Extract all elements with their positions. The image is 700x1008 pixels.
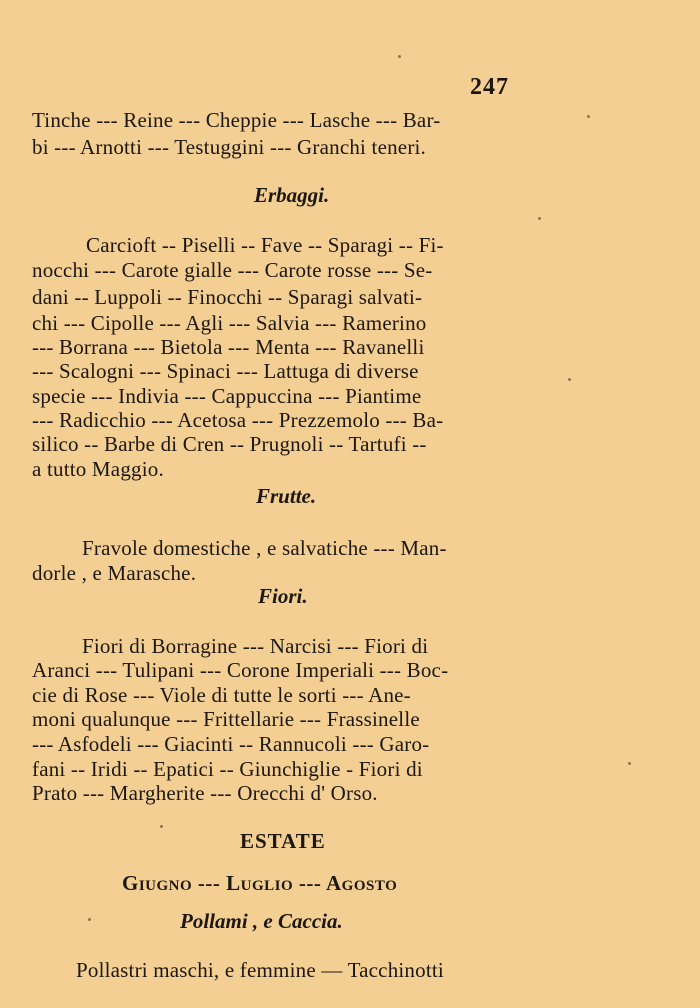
text-line: moni qualunque --- Frittellarie --- Frassinelle xyxy=(32,707,420,731)
paper-speck xyxy=(538,217,541,220)
paper-speck xyxy=(160,825,163,828)
text-line: Pollastri maschi, e femmine — Tacchinotti xyxy=(76,958,444,982)
section-heading-fiori: Fiori. xyxy=(258,584,308,608)
paper-speck xyxy=(587,115,590,118)
section-heading-erbaggi: Erbaggi. xyxy=(254,183,330,207)
text-line: --- Radicchio --- Acetosa --- Prezzemolo --- Ba- xyxy=(32,408,444,432)
section-heading-frutte: Frutte. xyxy=(256,484,317,508)
text-line: Prato --- Margherite --- Orecchi d' Orso. xyxy=(32,781,378,805)
text-line: silico -- Barbe di Cren -- Prugnoli -- Tartufi -- xyxy=(32,432,427,456)
paper-speck xyxy=(628,762,631,765)
text-line: --- Borrana --- Bietola --- Menta --- Ravanelli xyxy=(32,335,425,359)
text-line: chi --- Cipolle --- Agli --- Salvia --- Ramerino xyxy=(32,311,427,335)
text-line: nocchi --- Carote gialle --- Carote rosse --- Se- xyxy=(32,258,433,282)
text-line: Fiori di Borragine --- Narcisi --- Fiori di xyxy=(82,634,429,658)
months-line: Giugno --- Luglio --- Agosto xyxy=(122,871,398,895)
paper-speck xyxy=(568,378,571,381)
paper-speck xyxy=(88,918,91,921)
text-line: specie --- Indivia --- Cappuccina --- Piantime xyxy=(32,384,422,408)
text-line: Carcioft -- Piselli -- Fave -- Sparagi -- Fi- xyxy=(86,233,444,257)
text-line xyxy=(32,108,560,132)
text-line: a tutto Maggio. xyxy=(32,457,164,481)
text-line: Fravole domestiche , e salvatiche --- Man- xyxy=(82,536,447,560)
paper-speck xyxy=(398,55,401,58)
page-number: 247 xyxy=(470,74,509,100)
text-line: fani -- Iridi -- Epatici -- Giunchiglie - Fiori di xyxy=(32,757,423,781)
text-line: --- Asfodeli --- Giacinti -- Rannucoli --- Garo- xyxy=(32,732,430,756)
text-line: dani -- Luppoli -- Finocchi -- Sparagi salvati- xyxy=(32,285,423,309)
text-line: --- Scalogni --- Spinaci --- Lattuga di diverse xyxy=(32,359,419,383)
text-line: dorle , e Marasche. xyxy=(32,561,197,585)
text-line: bi --- Arnotti --- Testuggini --- Granchi teneri. xyxy=(32,135,426,159)
line-text: Tinche --- Reine --- Cheppie --- Lasche --- Bar- xyxy=(32,108,441,132)
text-line: cie di Rose --- Viole di tutte le sorti --- Ane- xyxy=(32,683,411,707)
season-heading-estate: ESTATE xyxy=(240,829,326,853)
subsection-heading-pollami: Pollami , e Caccia. xyxy=(180,909,343,933)
text-line: Aranci --- Tulipani --- Corone Imperiali --- Boc- xyxy=(32,658,449,682)
